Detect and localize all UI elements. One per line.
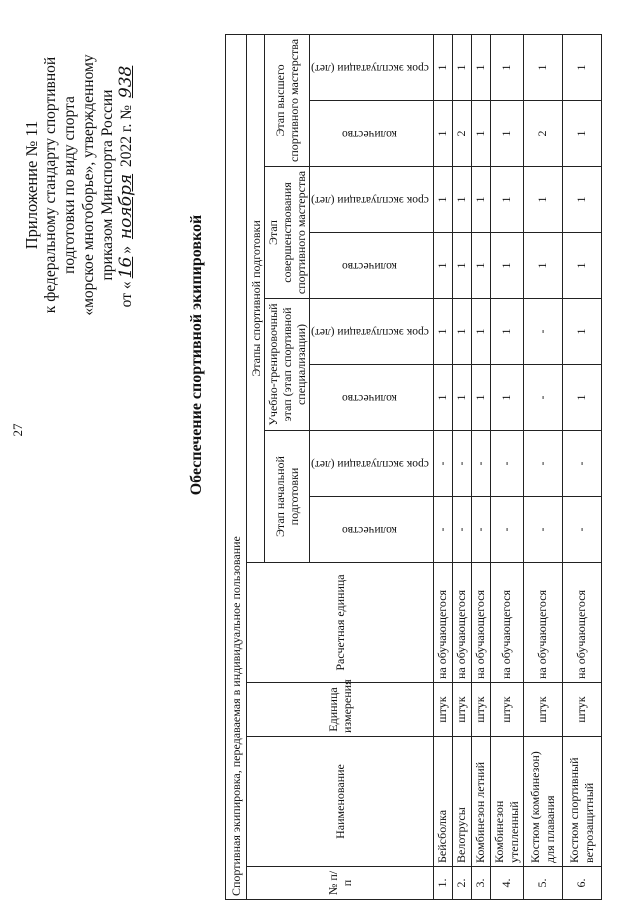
table-row <box>562 34 601 899</box>
stage-header-3: Этап совершенствования спортивного мастерства <box>265 167 310 299</box>
date-month: ноября <box>116 173 136 240</box>
cell-value: 1 <box>471 299 490 365</box>
col-name-header: Наименование <box>247 737 434 867</box>
cell-value: - <box>523 365 562 431</box>
cell-value: 1 <box>471 167 490 233</box>
cell-value: - <box>471 431 490 497</box>
col-calc-header: Расчетная единица <box>247 563 434 683</box>
col-unit-header: Единица измерения <box>247 683 434 737</box>
row-name: Комбинезон летний <box>471 737 490 867</box>
row-unit: штук <box>562 683 601 737</box>
cell-value: - <box>471 497 490 563</box>
stage-header-2: Учебно-тренировочный этап (этап спортивной специализации) <box>265 299 310 431</box>
cell-value: 1 <box>433 101 452 167</box>
cell-value: 1 <box>433 34 452 100</box>
cell-value: 2 <box>523 101 562 167</box>
table-caption: Спортивная экипировка, передаваемая в индивидуальное пользование <box>226 34 247 899</box>
cell-value: 1 <box>490 299 523 365</box>
cell-value: 1 <box>562 167 601 233</box>
row-name: Костюм (комбинезон) для плавания <box>523 737 562 867</box>
cell-value: - <box>452 497 471 563</box>
order-number: 938 <box>116 65 136 99</box>
cell-value: 1 <box>523 34 562 100</box>
row-unit: штук <box>490 683 523 737</box>
appendix-line-5: приказом Минспорта России <box>99 89 116 281</box>
cell-value: 1 <box>471 233 490 299</box>
cell-value: - <box>523 299 562 365</box>
row-calc: на обучающегося <box>523 563 562 683</box>
date-year: 2022 г. № <box>118 105 135 168</box>
row-unit: штук <box>471 683 490 737</box>
row-unit: штук <box>433 683 452 737</box>
row-num: 6. <box>562 867 601 900</box>
cell-value: - <box>452 431 471 497</box>
cell-value: 1 <box>523 233 562 299</box>
cell-value: - <box>490 497 523 563</box>
cell-value: 1 <box>433 167 452 233</box>
page-number: 27 <box>10 423 25 437</box>
cell-value: 1 <box>562 101 601 167</box>
row-calc: на обучающегося <box>490 563 523 683</box>
col-num-header: № п/п <box>247 867 434 900</box>
row-unit: штук <box>452 683 471 737</box>
row-calc: на обучающегося <box>433 563 452 683</box>
page-heading: Обеспечение спортивной экипировкой <box>188 214 205 496</box>
cell-value: - <box>562 497 601 563</box>
sub-qty-header: количество <box>310 365 434 431</box>
cell-value: 1 <box>452 365 471 431</box>
date-day: 16 <box>116 256 136 279</box>
cell-value: 1 <box>562 365 601 431</box>
appendix-block <box>22 0 136 385</box>
cell-value: - <box>433 497 452 563</box>
row-unit: штук <box>523 683 562 737</box>
table-row <box>433 34 452 899</box>
sub-qty-header: количество <box>310 233 434 299</box>
cell-value: 1 <box>523 167 562 233</box>
row-calc: на обучающегося <box>562 563 601 683</box>
cell-value: 1 <box>490 167 523 233</box>
row-num: 5. <box>523 867 562 900</box>
cell-value: 1 <box>490 233 523 299</box>
cell-value: - <box>523 497 562 563</box>
stage-header-1: Этап начальной подготовки <box>265 431 310 563</box>
row-num: 1. <box>433 867 452 900</box>
stage-header-4: Этап высшего спортивного мастерства <box>265 34 310 166</box>
table-row <box>490 34 523 899</box>
table-row <box>523 34 562 899</box>
cell-value: - <box>433 431 452 497</box>
cell-value: 1 <box>490 101 523 167</box>
appendix-line-2: к федеральному стандарту спортивной <box>42 56 59 314</box>
cell-value: - <box>490 431 523 497</box>
cell-value: 1 <box>452 34 471 100</box>
row-calc: на обучающегося <box>471 563 490 683</box>
cell-value: - <box>562 431 601 497</box>
row-num: 4. <box>490 867 523 900</box>
appendix-title: Приложение № 11 <box>22 120 41 250</box>
appendix-line-4: «морское многоборье», утвержденному <box>80 54 97 316</box>
cell-value: 1 <box>452 299 471 365</box>
sub-term-header: срок эксплуатации (лет) <box>310 431 434 497</box>
cell-value: 2 <box>452 101 471 167</box>
cell-value: 1 <box>562 34 601 100</box>
cell-value: 1 <box>490 365 523 431</box>
cell-value: 1 <box>433 365 452 431</box>
cell-value: 1 <box>433 299 452 365</box>
date-mid: » <box>118 245 135 254</box>
row-name: Велотрусы <box>452 737 471 867</box>
date-prefix: от « <box>118 281 135 308</box>
row-calc: на обучающегося <box>452 563 471 683</box>
sub-qty-header: количество <box>310 101 434 167</box>
equipment-table <box>225 34 602 900</box>
table-row <box>471 34 490 899</box>
cell-value: 1 <box>471 365 490 431</box>
row-name: Бейсболка <box>433 737 452 867</box>
row-name: Комбинезон утепленный <box>490 737 523 867</box>
sub-term-header: срок эксплуатации (лет) <box>310 167 434 233</box>
row-num: 2. <box>452 867 471 900</box>
appendix-date-line <box>117 0 136 385</box>
cell-value: 1 <box>490 34 523 100</box>
sub-term-header: срок эксплуатации (лет) <box>310 299 434 365</box>
cell-value: 1 <box>471 101 490 167</box>
stages-header: Этапы спортивной подготовки <box>247 34 265 562</box>
cell-value: - <box>523 431 562 497</box>
row-name: Костюм спортивный ветрозащитный <box>562 737 601 867</box>
cell-value: 1 <box>562 299 601 365</box>
appendix-line-3: подготовки по виду спорта <box>61 96 78 274</box>
cell-value: 1 <box>562 233 601 299</box>
row-num: 3. <box>471 867 490 900</box>
cell-value: 1 <box>452 167 471 233</box>
cell-value: 1 <box>471 34 490 100</box>
cell-value: 1 <box>452 233 471 299</box>
sub-term-header: срок эксплуатации (лет) <box>310 34 434 100</box>
table-row <box>452 34 471 899</box>
sub-qty-header: количество <box>310 497 434 563</box>
cell-value: 1 <box>433 233 452 299</box>
